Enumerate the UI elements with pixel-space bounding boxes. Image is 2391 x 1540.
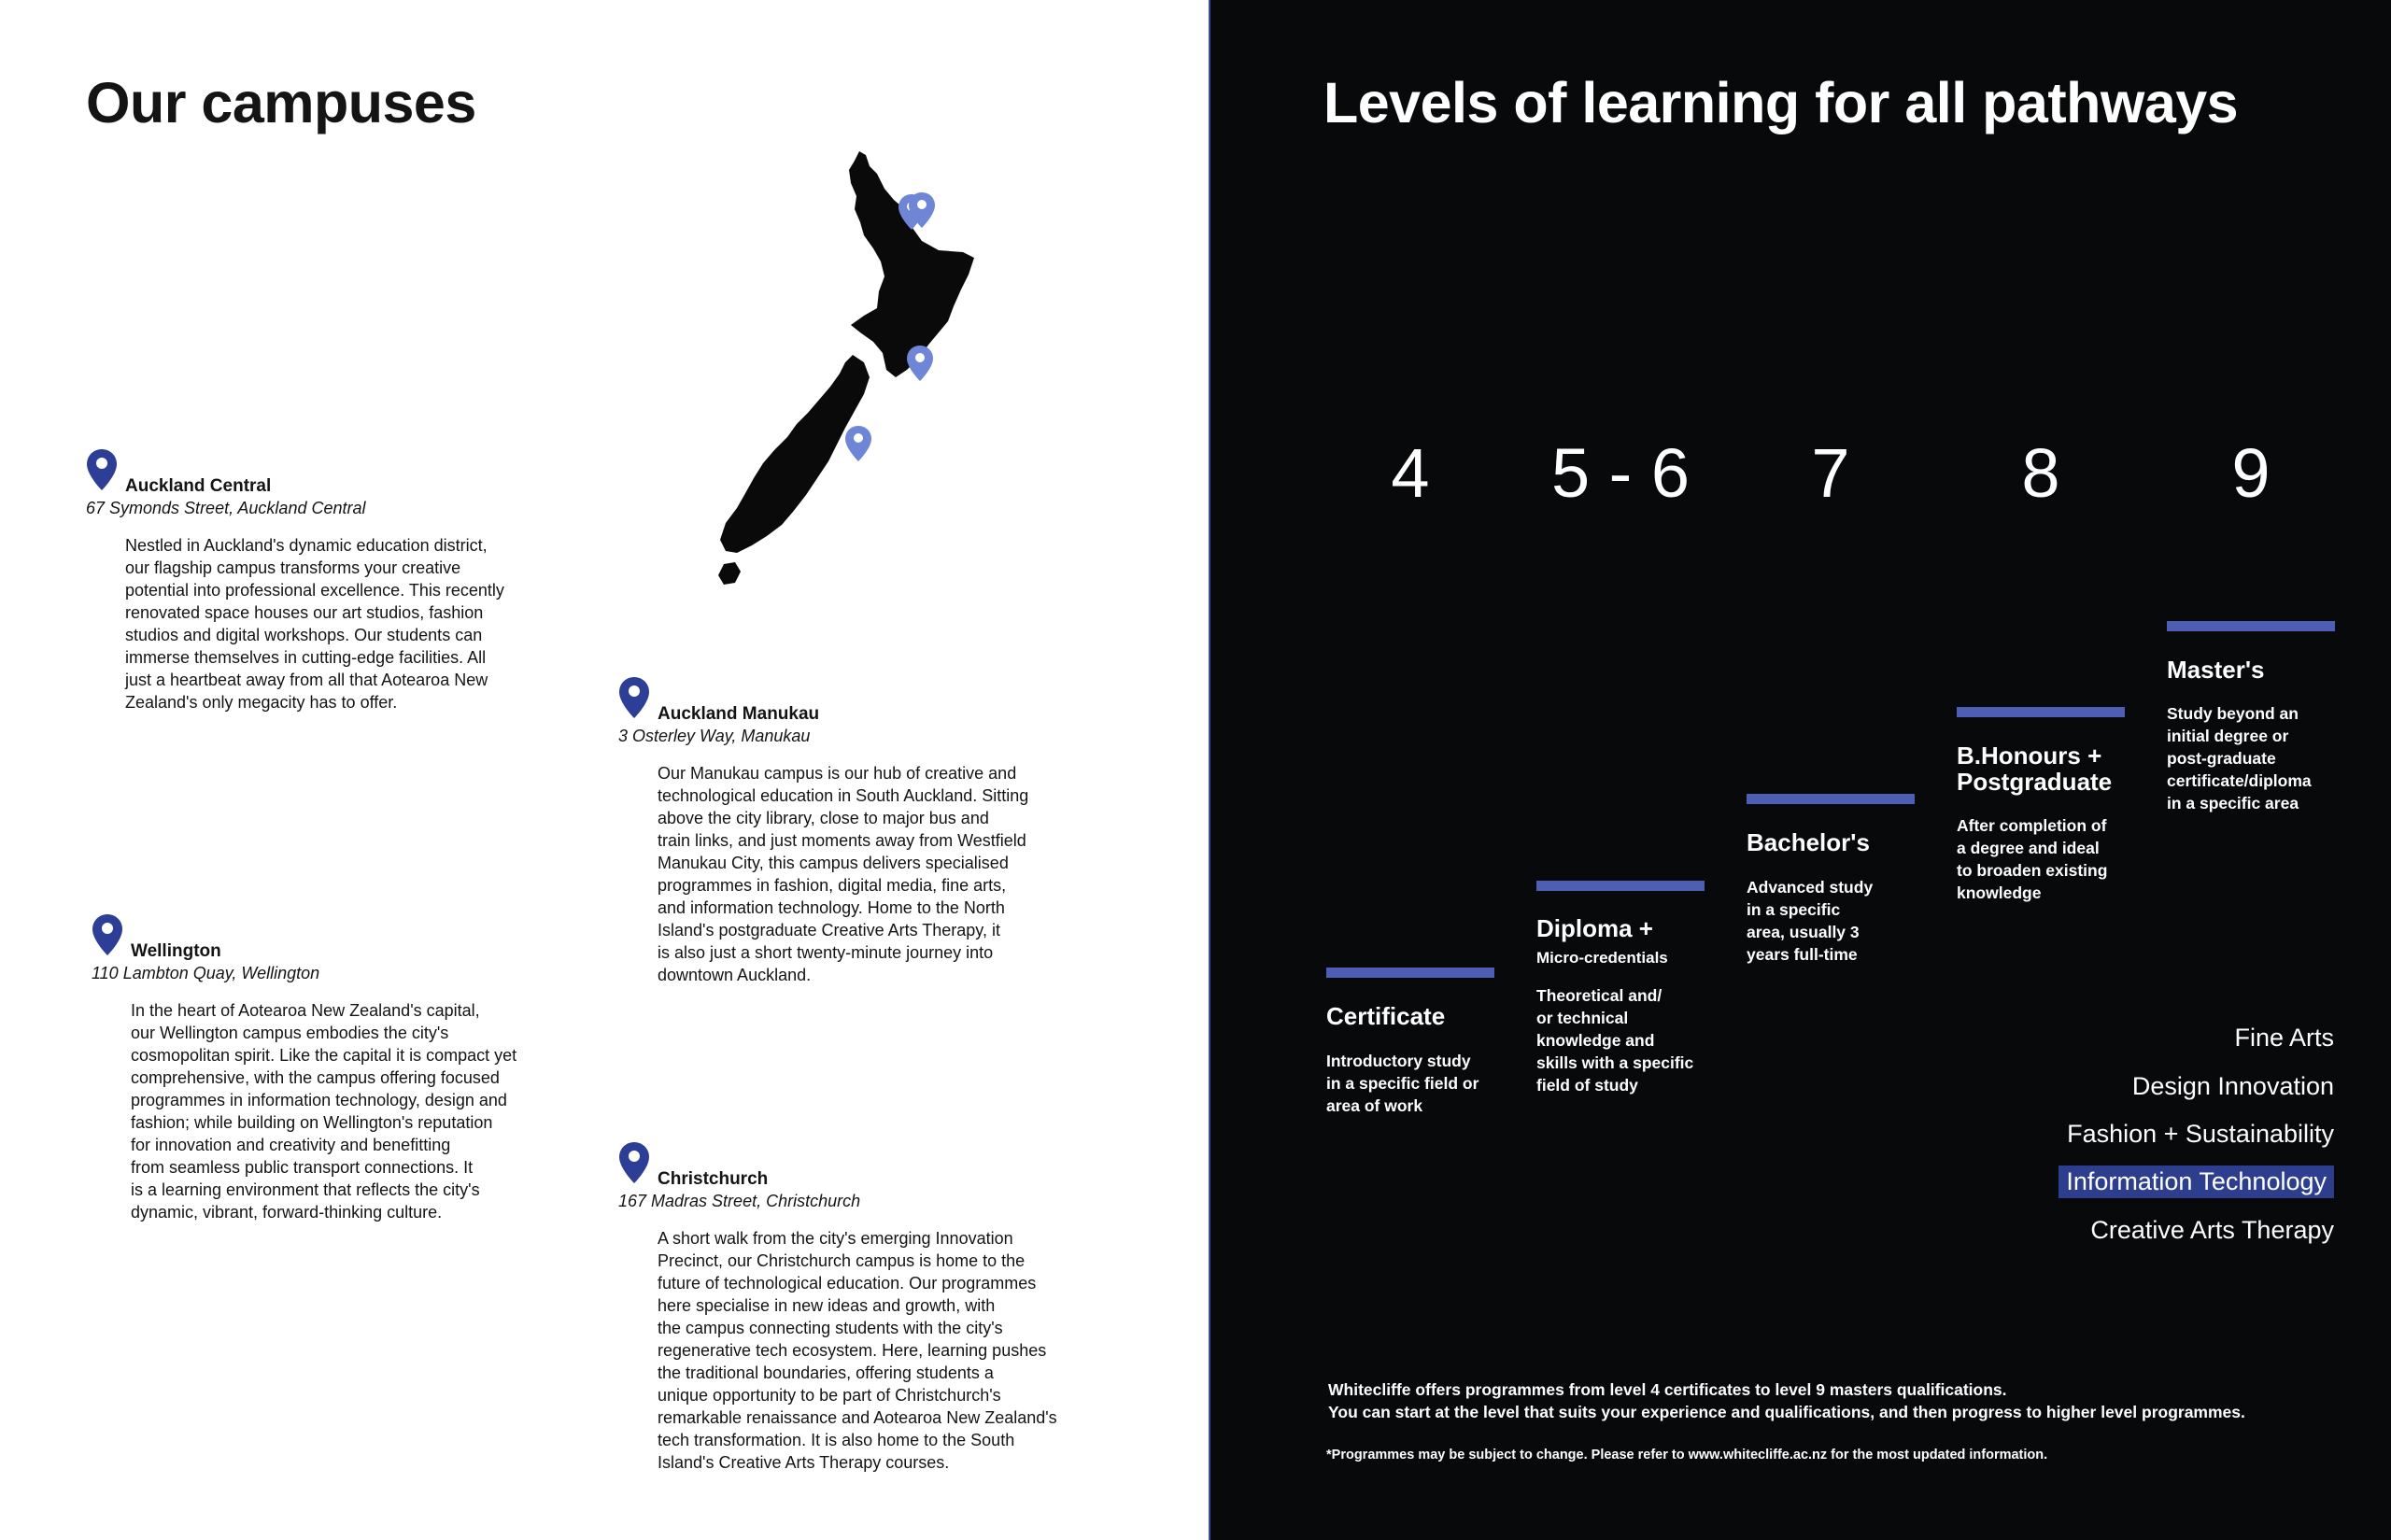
- programme-fine-arts: Fine Arts: [2234, 1024, 2334, 1052]
- location-pin-icon: [92, 913, 123, 956]
- new-zealand-map: [677, 142, 1023, 618]
- level-step-bar: [2167, 621, 2335, 631]
- level-step-bar: [1747, 794, 1915, 804]
- programme-creative-arts-therapy: Creative Arts Therapy: [2090, 1216, 2334, 1244]
- programme-design-innovation: Design Innovation: [2131, 1072, 2334, 1100]
- campus-description: Nestled in Auckland's dynamic education district, our flagship campus transforms your creative potential into professional excellence. This recently renovated space houses our art studios, fashion studios and digital workshops. Our students can immerse themselves in cutting-edge facilities. All just a heartbeat away from all that Aotearoa New Zealand's only megacity has to offer.: [125, 536, 504, 712]
- levels-page: [1210, 0, 2391, 1540]
- campus-address: 67 Symonds Street, Auckland Central: [86, 499, 366, 517]
- level-title: Bachelor's: [1747, 828, 1870, 856]
- campus-address: 110 Lambton Quay, Wellington: [92, 964, 320, 982]
- level-description: Theoretical and/ or technical knowledge and skills with a specific field of study: [1536, 986, 1694, 1095]
- campus-name: Christchurch: [658, 1169, 769, 1189]
- campus-description: In the heart of Aotearoa New Zealand's capital, our Wellington campus embodies the city's cosmopolitan spirit. Like the capital it is compact yet comprehensive, with the campus offering focused programmes in information technology, design and fashion; while building on Wellington's reputation for innovation and creativity and benefitting from seamless public transport connections. It is a learning environment that reflects the city's dynamic, vibrant, forward-thinking culture.: [131, 1001, 517, 1222]
- programme-fashion-sustainability: Fashion + Sustainability: [2067, 1120, 2334, 1148]
- level-title: Master's: [2167, 656, 2265, 684]
- level-description: After completion of a degree and ideal to broaden existing knowledge: [1957, 816, 2108, 902]
- level-title: Diploma +: [1536, 914, 1653, 942]
- levels-note: Whitecliffe offers programmes from level 4 certificates to level 9 masters qualifications. You can start at the level that suits your experience and qualifications, and then progress to higher level programmes.: [1328, 1380, 2245, 1421]
- map-pin-wellington: [907, 346, 933, 381]
- level-number: 8: [2021, 434, 2060, 512]
- stewart-island-shape: [718, 562, 741, 585]
- level-number: 9: [2231, 434, 2271, 512]
- level-title: Certificate: [1326, 1002, 1446, 1030]
- campus-description: Our Manukau campus is our hub of creative and technological education in South Auckland. Sitting above the city library, close to major bus and train links, and just moments away from Westfield Manukau City, this campus delivers specialised programmes in fashion, digital media, fine arts, and information technology. Home to the North Island's postgraduate Creative Arts Therapy, it is also just a short twenty-minute journey into downtown Auckland.: [658, 764, 1029, 984]
- level-number: 5 - 6: [1550, 434, 1691, 512]
- campus-address: 167 Madras Street, Christchurch: [618, 1192, 861, 1210]
- level-step-bar: [1957, 707, 2125, 717]
- level-description: Advanced study in a specific area, usually 3 years full-time: [1747, 878, 1874, 964]
- campus-address: 3 Osterley Way, Manukau: [618, 727, 811, 745]
- location-pin-icon: [618, 676, 650, 719]
- level-number: 7: [1811, 434, 1850, 512]
- level-title: B.Honours + Postgraduate: [1957, 742, 2113, 796]
- disclaimer: *Programmes may be subject to change. Please refer to www.whitecliffe.ac.nz for the most updated information.: [1326, 1448, 2048, 1462]
- location-pin-icon: [86, 448, 118, 491]
- location-pin-icon: [618, 1141, 650, 1184]
- level-step-bar: [1536, 881, 1705, 891]
- page-title: Our campuses: [86, 71, 476, 134]
- south-island-shape: [720, 355, 870, 553]
- campus-name: Auckland Central: [125, 476, 272, 496]
- levels-title: Levels of learning for all pathways: [1323, 71, 2239, 134]
- campus-name: Wellington: [131, 941, 221, 961]
- level-step-bar: [1326, 968, 1494, 978]
- campus-description: A short walk from the city's emerging Innovation Precinct, our Christchurch campus is home to the future of technological education. Our programmes here specialise in new ideas and growth, with the campus connecting students with the city's regenerative tech ecosystem. Here, learning pushes the traditional boundaries, offering students a unique opportunity to be part of Christchurch's remarkable renaissance and Aotearoa New Zealand's tech transformation. It is also home to the South Island's Creative Arts Therapy courses.: [658, 1229, 1057, 1472]
- programme-information-technology: Information Technology: [2059, 1166, 2334, 1198]
- campus-name: Auckland Manukau: [658, 704, 820, 724]
- level-description: Study beyond an initial degree or post-graduate certificate/diploma in a specific area: [2167, 704, 2312, 812]
- level-number: 4: [1391, 434, 1430, 512]
- level-description: Introductory study in a specific field or area of work: [1326, 1052, 1479, 1115]
- north-island-shape: [849, 151, 974, 377]
- map-pin-christchurch: [845, 426, 871, 461]
- level-subtitle: Micro-credentials: [1536, 949, 1668, 967]
